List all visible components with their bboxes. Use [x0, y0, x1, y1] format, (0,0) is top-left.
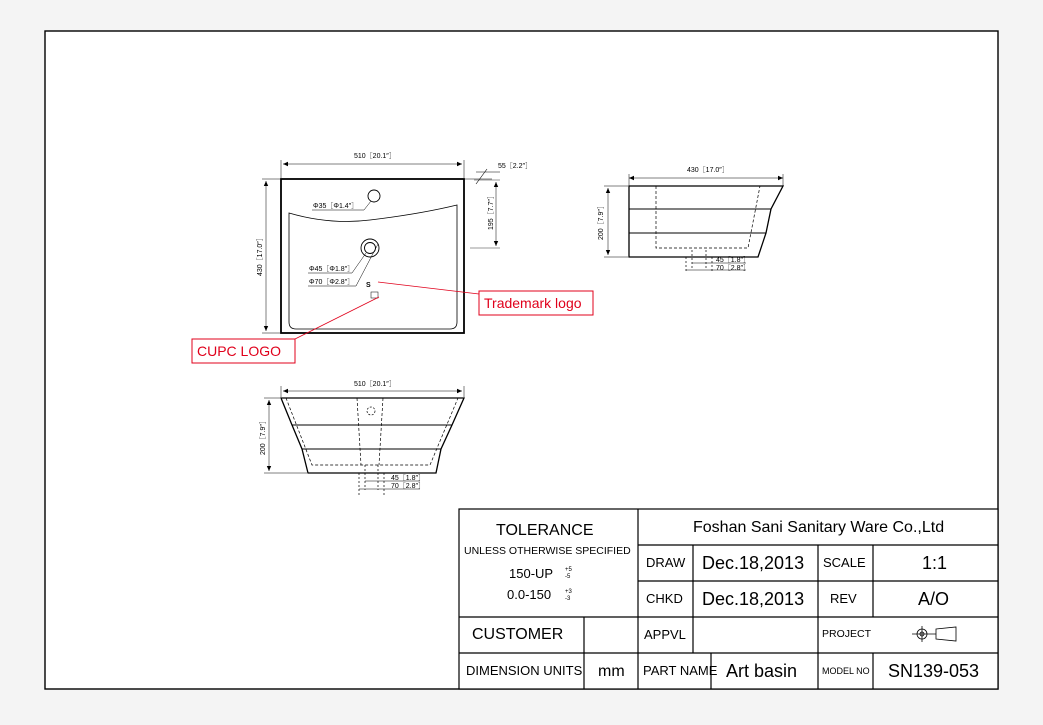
- chkd-date: Dec.18,2013: [702, 589, 805, 609]
- chkd-label: CHKD: [646, 591, 683, 606]
- model-no-label: MODEL NO: [822, 666, 870, 676]
- side-height-dim: 200［7.9″］: [598, 202, 605, 240]
- front-width-dim: 510［20.1″］: [354, 381, 396, 388]
- rev-label: REV: [830, 591, 857, 606]
- top-width-dim: 510［20.1″］: [354, 153, 396, 160]
- scale-label: SCALE: [823, 555, 866, 570]
- tolerance-2-plus: +3: [565, 589, 572, 595]
- top-depth-dim: 430［17.0″］: [257, 234, 264, 276]
- dimension-units-value: mm: [598, 663, 625, 680]
- faucet-hole-dim: Φ35［Φ1.4″］: [313, 203, 359, 210]
- dimension-units-label: DIMENSION UNITS: [466, 663, 583, 678]
- top-hole-offset-dim: 195［7.7″］: [488, 192, 495, 230]
- tolerance-1-minus: -5: [565, 574, 571, 580]
- tolerance-1-plus: +5: [565, 567, 572, 573]
- trademark-callout-label: Trademark logo: [484, 295, 582, 311]
- tolerance-range-1: 150-UP: [509, 566, 554, 581]
- front-drain-inner-dim: 45［1.8″］: [391, 475, 425, 482]
- top-offset-dim: 55［2.2″］: [498, 163, 532, 170]
- front-height-dim: 200［7.9″］: [260, 417, 267, 455]
- side-drain-outer-dim: 70［2.8″］: [716, 265, 750, 272]
- rev-value: A/O: [918, 589, 950, 609]
- tolerance-range-2: 0.0-150: [507, 587, 552, 602]
- cupc-callout-label: CUPC LOGO: [197, 343, 282, 359]
- appvl-label: APPVL: [644, 627, 686, 642]
- trademark-logo-mark: S: [366, 282, 371, 289]
- customer-label: CUSTOMER: [472, 626, 564, 643]
- tolerance-title: TOLERANCE: [496, 522, 594, 539]
- drain-inner-dim: Φ45［Φ1.8″］: [309, 266, 355, 273]
- part-name-value: Art basin: [726, 661, 798, 681]
- draw-date: Dec.18,2013: [702, 553, 805, 573]
- part-name-label: PART NAME: [643, 663, 718, 678]
- model-no-value: SN139-053: [888, 661, 980, 681]
- side-width-dim: 430［17.0″］: [687, 167, 729, 174]
- company-name: Foshan Sani Sanitary Ware Co.,Ltd: [693, 519, 945, 536]
- tolerance-2-minus: -3: [565, 596, 571, 602]
- project-label: PROJECT: [822, 628, 872, 640]
- front-drain-outer-dim: 70［2.8″］: [391, 483, 425, 490]
- side-drain-inner-dim: 45［1.8″］: [716, 257, 750, 264]
- draw-label: DRAW: [646, 555, 686, 570]
- tolerance-subtitle: UNLESS OTHERWISE SPECIFIED: [464, 545, 631, 557]
- scale-value: 1:1: [922, 553, 948, 573]
- drain-outer-dim: Φ70［Φ2.8″］: [309, 279, 355, 286]
